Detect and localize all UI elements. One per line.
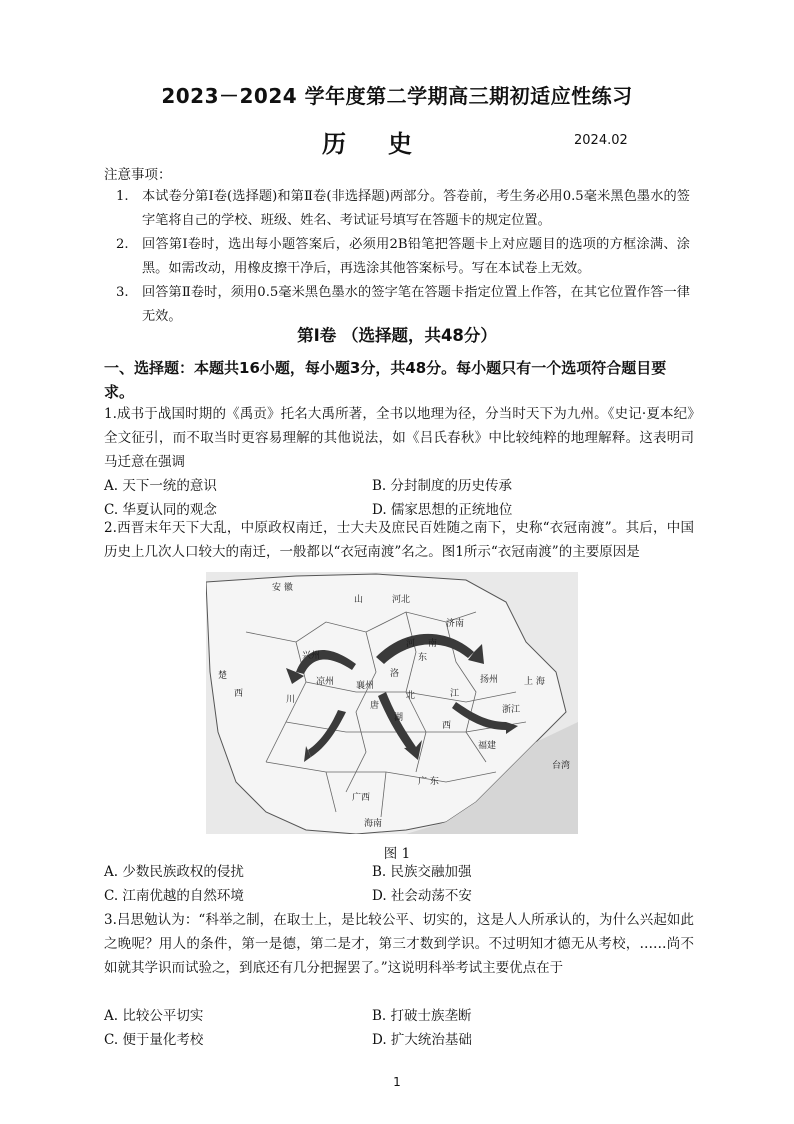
option-a: A. 少数民族政权的侵扰 [104,864,244,880]
map-label: 西 [234,689,244,699]
map-label: 西 [442,721,452,731]
map-label: 南 [428,639,438,649]
map-label: 湖 [394,713,404,723]
option-a: A. 比较公平切实 [104,1008,204,1024]
option-d: D. 社会动荡不安 [372,888,472,904]
map-label: 江 [450,689,460,699]
notice-list [116,185,690,329]
option-c: C. 华夏认同的观念 [104,502,217,518]
map-label: 川 [286,695,296,705]
exam-title: 2023－2024 学年度第二学期高三期初适应性练习 [161,84,633,108]
map-label: 浙江 [502,705,521,715]
notice-number: 3. [116,285,129,300]
section-title: 第Ⅰ卷 （选择题，共48分） [297,326,497,345]
map-label: 济南 [446,619,465,629]
notice-heading: 注意事项： [104,167,172,183]
map-label: 襄州 [356,681,375,691]
migration-map [206,572,578,834]
notice-item [116,233,690,281]
map-label: 广 东 [418,777,439,787]
map-label: 唐 [370,701,380,711]
option-a: A. 天下一统的意识 [104,478,217,494]
question-2-stem: 2.西晋末年天下大乱，中原政权南迁，士大夫及庶民百姓随之南下，史称“衣冠南渡”。其后，中国历史上几次人口较大的南迁，一般都以“衣冠南渡”名之。图1所示“衣冠南渡”的主要原因是 [104,520,694,560]
option-c: C. 便于量化考校 [104,1032,204,1048]
map-label: 河 [406,639,416,649]
option-b: B. 分封制度的历史传承 [372,478,513,494]
option-d: D. 扩大统治基础 [372,1032,472,1048]
map-label: 台湾 [552,761,571,771]
map-label: 洛 [390,669,400,679]
notice-text: 回答第Ⅱ卷时，须用0.5毫米黑色墨水的签字笔在答题卡指定位置上作答，在其它位置作答一律无效。 [142,285,690,324]
map-label: 安 徽 [272,583,293,593]
option-b: B. 民族交融加强 [372,864,472,880]
map-label: 山 [354,595,364,605]
map-label: 河北 [392,595,411,605]
notice-text: 回答第Ⅰ卷时，选出每小题答案后，必须用2B铅笔把答题卡上对应题目的选项的方框涂满、涂黑。如需改动，用橡皮擦干净后，再选涂其他答案标号。写在本试卷上无效。 [142,237,690,276]
migration-map-figure [206,572,578,834]
map-label: 北 [406,691,416,701]
subject-title: 历史 [322,130,454,158]
option-b: B. 打破士族垄断 [372,1008,472,1024]
map-label: 福建 [478,741,497,751]
map-label: 凉州 [316,677,335,687]
part-heading: 一、选择题：本题共16小题，每小题3分，共48分。每小题只有一个选项符合题目要求。 [104,359,667,401]
question-1-stem: 1.成书于战国时期的《禹贡》托名大禹所著，全书以地理为径，分当时天下为九州。《史记·夏本纪》全文征引，而不取当时更容易理解的其他说法，如《吕氏春秋》中比较纯粹的地理解释。这表明司马迁意在强调 [104,406,694,470]
question-2-options [104,860,694,908]
notice-number: 2. [116,237,129,252]
notice-number: 1. [116,189,129,204]
map-label: 广西 [352,793,371,803]
exam-date: 2024.02 [574,133,628,148]
question-3-options [104,1004,694,1052]
map-label: 东 [418,653,428,663]
page-number: 1 [393,1075,401,1089]
notice-item [116,185,690,233]
map-label: 海南 [364,819,383,829]
map-label: 上 海 [524,677,545,687]
figure-caption: 图 1 [383,846,411,862]
question-3-stem: 3.吕思勉认为：“科举之制，在取士上，是比较公平、切实的，这是人人所承认的，为什么兴起如此之晚呢？用人的条件，第一是德，第二是才，第三才数到学识。不过明知才德无从考校，……尚不如就其学识而试验之，到底还有几分把握罢了。”这说明科举考试主要优点在于 [104,912,694,976]
notice-text: 本试卷分第Ⅰ卷(选择题)和第Ⅱ卷(非选择题)两部分。答卷前，考生务必用0.5毫米黑色墨水的签字笔将自己的学校、班级、姓名、考试证号填写在答题卡的规定位置。 [142,189,690,228]
map-label: 扬州 [480,675,499,685]
map-label: 兴州 [302,651,321,661]
map-label: 楚 [218,671,228,681]
question-1-options [104,474,694,522]
option-d: D. 儒家思想的正统地位 [372,502,513,518]
option-c: C. 江南优越的自然环境 [104,888,244,904]
